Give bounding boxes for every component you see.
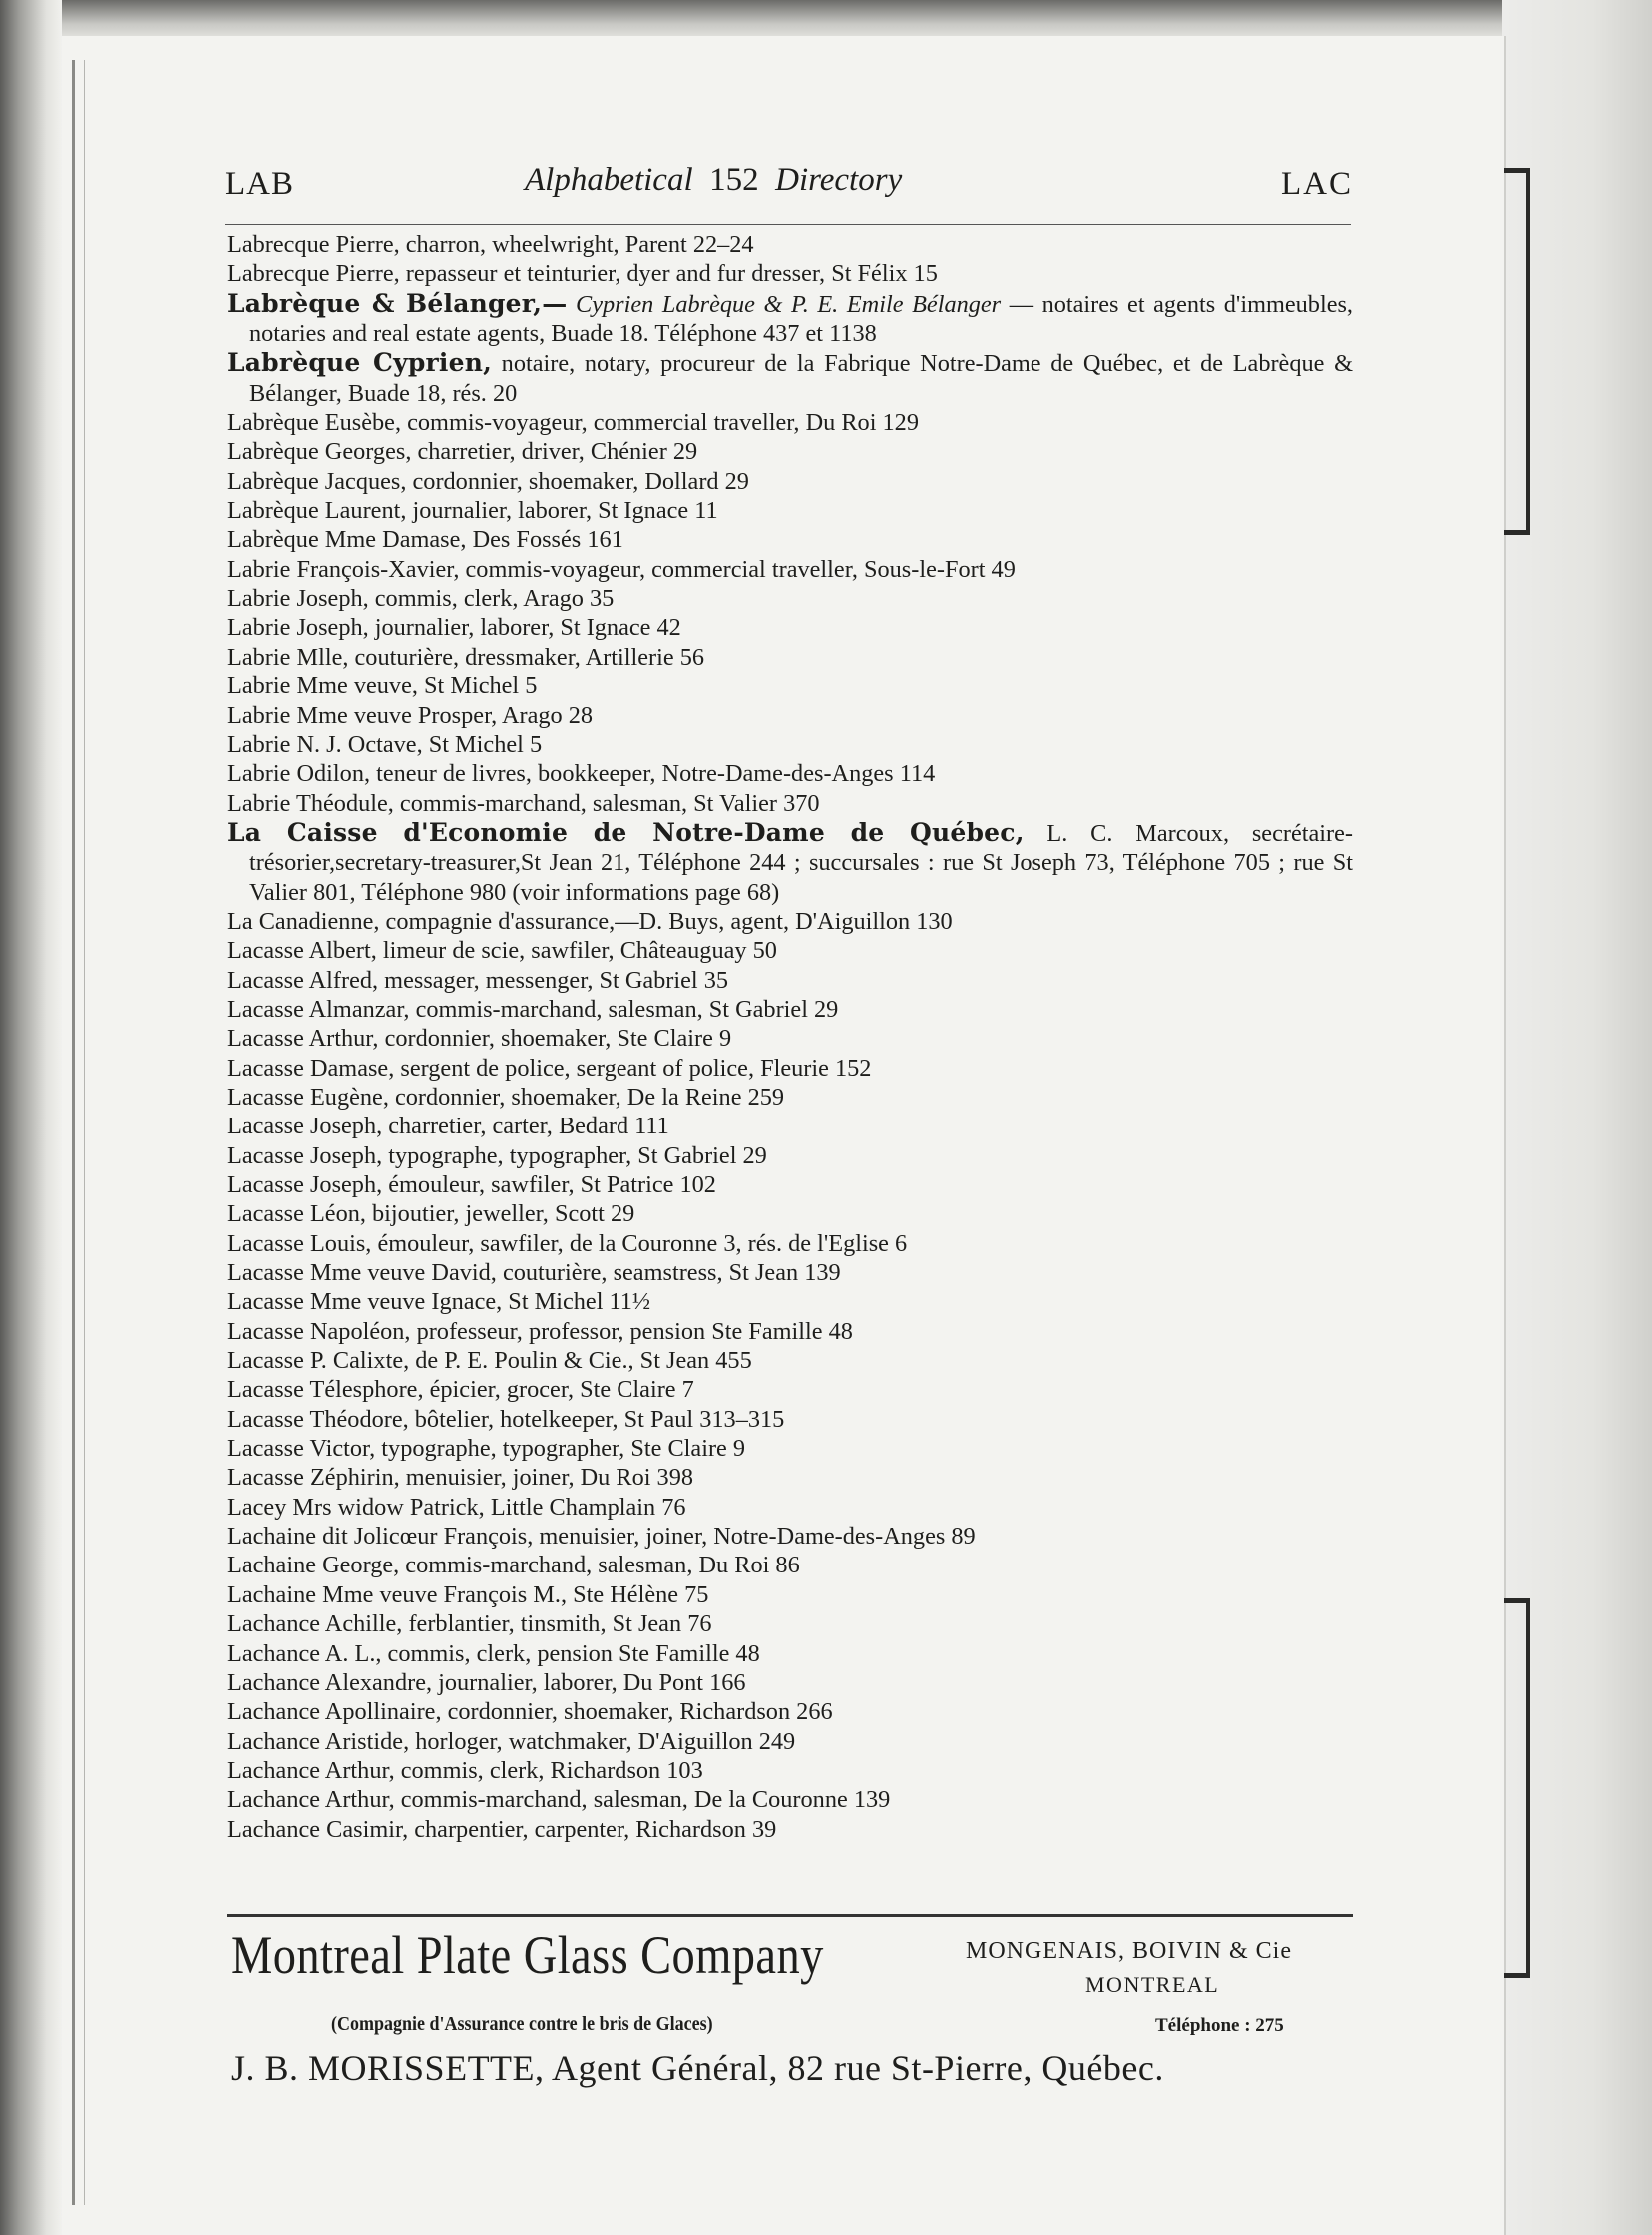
header-title-part-2: Directory [775,162,903,198]
entry-text: Labrèque Jacques, cordonnier, shoemaker, Dollard 29 [227,467,749,495]
advertisement-city: MONTREAL [1085,1972,1220,1997]
directory-entry [227,1580,1353,1609]
entry-text: Lachance Casimir, charpentier, carpenter, Richardson 39 [227,1815,777,1843]
advertisement-subtitle: (Compagnie d'Assurance contre le bris de Glaces) [331,2013,713,2035]
directory-entry [227,1112,1353,1140]
directory-entry [227,408,1353,437]
entry-text: Lacasse Eugène, cordonnier, shoemaker, De la Reine 259 [227,1083,785,1111]
directory-entry [227,730,1353,759]
entry-text: Labrecque Pierre, charron, wheelwright, Parent 22–24 [227,231,754,258]
advertisement-agent: J. B. MORISSETTE, Agent Général, 82 rue St-Pierre, Québec. [231,2048,1164,2088]
entry-text: Lacasse Joseph, émouleur, sawfiler, St Patrice 102 [227,1171,716,1198]
directory-entry [227,1287,1353,1316]
entry-name-bold: La Caisse d'Economie de Notre-Dame de Québec, [227,817,1025,847]
directory-entry [227,1199,1353,1228]
entry-text: Lacasse Joseph, typographe, typographer, St Gabriel 29 [227,1141,767,1169]
entry-text: notaire, notary, procureur de la Fabrique Notre-Dame de Québec, et de Labrèque & Bélanger, Buade 18, rés. 20 [249,350,1354,407]
directory-entry [227,1639,1353,1668]
directory-entry [227,1551,1353,1579]
directory-entry [227,259,1353,288]
entry-text: — notaires et agents d'immeubles, notaries and real estate agents, Buade 18. Téléphone 437 et 1138 [249,290,1354,348]
directory-entry [227,1493,1353,1522]
entry-text: Lacasse Arthur, cordonnier, shoemaker, Ste Claire 9 [227,1025,732,1053]
directory-entry [227,348,1353,408]
margin-bracket-bottom [1512,1598,1530,1978]
advertisement-phone: Téléphone : 275 [1155,2015,1284,2036]
entry-text: Lachance Apollinaire, cordonnier, shoemaker, Richardson 266 [227,1698,833,1726]
entry-text: Lacasse Napoléon, professeur, professor, pension Ste Famille 48 [227,1317,853,1345]
entry-text: Lachaine dit Jolicœur François, menuisier, joiner, Notre-Dame-des-Anges 89 [227,1523,976,1551]
entry-text: Labrie Joseph, commis, clerk, Arago 35 [227,585,615,613]
directory-entry [227,1522,1353,1551]
entry-text: Lachaine George, commis-marchand, salesman, Du Roi 86 [227,1552,800,1579]
entry-text: Lacasse Mme veuve David, couturière, seamstress, St Jean 139 [227,1259,841,1287]
directory-entry [227,1024,1353,1053]
directory-entry [227,1054,1353,1083]
entry-text: Labrèque Mme Damase, Des Fossés 161 [227,526,623,554]
entry-text: Lacey Mrs widow Patrick, Little Champlain 76 [227,1493,686,1521]
entry-text: Lacasse P. Calixte, de P. E. Poulin & Cie., St Jean 455 [227,1347,752,1375]
entry-text: Lacasse Joseph, charretier, carter, Bedard 111 [227,1113,669,1140]
directory-entry [227,1815,1353,1844]
directory-entry [227,818,1353,907]
directory-entry [227,230,1353,259]
directory-entry [227,789,1353,818]
entry-text: Labrecque Pierre, repasseur et teinturier, dyer and fur dresser, St Félix 15 [227,260,938,288]
page-edge-rule-inner [84,60,85,2205]
directory-entry [227,525,1353,554]
directory-entry [227,701,1353,730]
scan-top-edge [0,0,1652,40]
entry-text: Lacasse Damase, sergent de police, sergeant of police, Fleurie 152 [227,1054,872,1082]
entry-text: Lacasse Zéphirin, menuisier, joiner, Du Roi 398 [227,1464,694,1492]
entry-text: Labrie Mme veuve, St Michel 5 [227,672,538,700]
entry-text: Labrèque Eusèbe, commis-voyageur, commercial traveller, Du Roi 129 [227,409,919,437]
directory-entry [227,1317,1353,1346]
header-rule [225,224,1351,225]
directory-entry [227,1785,1353,1814]
directory-entry [227,643,1353,671]
entry-text: Lacasse Albert, limeur de scie, sawfiler, Châteauguay 50 [227,937,777,965]
advertisement-firm: MONGENAIS, BOIVIN & Cie [966,1938,1292,1964]
directory-entry [227,1463,1353,1492]
directory-entry [227,907,1353,936]
entry-text: Lachance Alexandre, journalier, laborer, Du Pont 166 [227,1668,746,1696]
directory-entry [227,467,1353,496]
directory-entry [227,1346,1353,1375]
directory-entry [227,1405,1353,1434]
directory-entry [227,496,1353,525]
directory-entry [227,1141,1353,1170]
entry-text: Labrie Théodule, commis-marchand, salesman, St Valier 370 [227,789,820,817]
directory-entry [227,1434,1353,1463]
page-number: 152 [709,162,759,198]
directory-entry [227,671,1353,700]
entry-text: Lacasse Théodore, bôtelier, hotelkeeper, St Paul 313–315 [227,1405,785,1433]
entry-text: Labrie Odilon, teneur de livres, bookkeeper, Notre-Dame-des-Anges 114 [227,760,936,788]
entry-text: Lachance Aristide, horloger, watchmaker, D'Aiguillon 249 [227,1727,796,1755]
directory-entry [227,936,1353,965]
header-right-guide: LAC [1281,166,1353,202]
entry-text: Lachance Arthur, commis, clerk, Richardson 103 [227,1756,703,1784]
entry-text: Lachance A. L., commis, clerk, pension Ste Famille 48 [227,1639,760,1667]
entry-text: Lacasse Almanzar, commis-marchand, salesman, St Gabriel 29 [227,995,839,1023]
entry-text: Labrie François-Xavier, commis-voyageur, commercial traveller, Sous-le-Fort 49 [227,555,1016,583]
entry-text: Lachaine Mme veuve François M., Ste Hélène 75 [227,1580,709,1608]
advertisement-rule [227,1914,1353,1917]
page-header [225,162,1353,214]
header-title [525,162,902,199]
directory-entry [227,1229,1353,1258]
entry-text: Lacasse Mme veuve Ignace, St Michel 11½ [227,1288,651,1316]
entry-text: Lacasse Alfred, messager, messenger, St Gabriel 35 [227,966,729,994]
header-title-part-1: Alphabetical [525,162,693,198]
entry-text: Lacasse Louis, émouleur, sawfiler, de la Couronne 3, rés. de l'Eglise 6 [227,1229,908,1257]
advertisement-company: Montreal Plate Glass Company [231,1925,824,1985]
directory-entry [227,966,1353,995]
scan-left-edge [0,0,62,2235]
entry-text: Labrèque Georges, charretier, driver, Chénier 29 [227,438,698,466]
entry-text: Labrie Joseph, journalier, laborer, St Ignace 42 [227,614,681,642]
directory-entry [227,1258,1353,1287]
directory-entry [227,995,1353,1024]
page-edge-rule [72,60,75,2205]
directory-entry [227,1668,1353,1697]
entry-text: Lachance Arthur, commis-marchand, salesman, De la Couronne 139 [227,1786,891,1814]
entry-text: Labrie N. J. Octave, St Michel 5 [227,730,543,758]
directory-entry [227,613,1353,642]
directory-entry [227,1727,1353,1756]
directory-entry [227,1083,1353,1112]
directory-entry [227,289,1353,349]
directory-entry [227,1375,1353,1404]
directory-entry [227,1170,1353,1199]
directory-entries [227,230,1353,1844]
directory-entry [227,584,1353,613]
entry-text: Labrie Mme veuve Prosper, Arago 28 [227,701,594,729]
directory-entry [227,759,1353,788]
entry-name-bold: Labrèque Cyprien, [227,348,492,378]
entry-text: Lacasse Victor, typographe, typographer, Ste Claire 9 [227,1435,746,1463]
entry-text: Labrie Mlle, couturière, dressmaker, Artillerie 56 [227,643,705,670]
margin-bracket-top [1512,168,1530,535]
directory-entry [227,437,1353,466]
header-left-guide: LAB [225,166,294,202]
directory-entry [227,1697,1353,1726]
directory-entry [227,1756,1353,1785]
directory-entry [227,1609,1353,1638]
directory-entry [227,555,1353,584]
entry-partners-italic: Cyprien Labrèque & P. E. Emile Bélanger [567,290,1002,318]
entry-text: Labrèque Laurent, journalier, laborer, St Ignace 11 [227,497,718,525]
entry-text: L. C. Marcoux, secrétaire-trésorier,secretary-treasurer,St Jean 21, Téléphone 244 ; succursales : rue St Joseph 73, Téléphone 705 ; rue St Valier 801, Téléphone 980 (voir informations page 68) [249,819,1353,906]
entry-text: Lachance Achille, ferblantier, tinsmith, St Jean 76 [227,1610,712,1638]
entry-text: Lacasse Léon, bijoutier, jeweller, Scott 29 [227,1200,635,1228]
entry-name-bold: Labrèque & Bélanger,— [227,288,568,318]
entry-text: La Canadienne, compagnie d'assurance,—D. Buys, agent, D'Aiguillon 130 [227,907,953,935]
entry-text: Lacasse Télesphore, épicier, grocer, Ste Claire 7 [227,1376,694,1404]
